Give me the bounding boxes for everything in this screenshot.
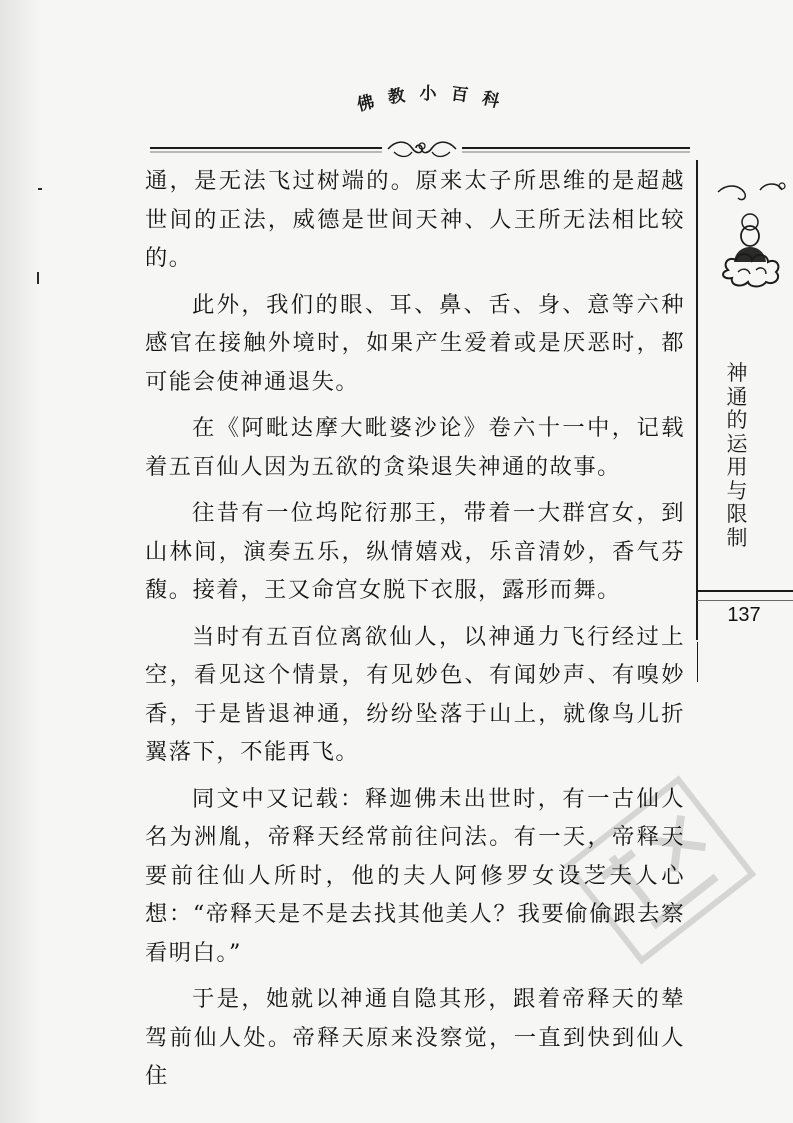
series-title	[355, 83, 516, 116]
paragraph: 通，是无法飞过树端的。原来太子所思维的是超越世间的正法，威德是世间天神、人王所无法相比较的。	[145, 168, 685, 271]
side-vertical-rule-lower	[697, 642, 698, 682]
paragraph: 此外，我们的眼、耳、鼻、舌、身、意等六种感官在接触外境时，如果产生爱着或是厌恶时，都可能会使神通退失。	[145, 291, 685, 395]
buddha-on-cloud-icon	[708, 170, 790, 310]
chapter-title: 神通的运用与限制	[726, 361, 748, 550]
page-number: 137	[727, 604, 761, 626]
side-vertical-rule	[696, 160, 698, 640]
side-horizontal-rule-thin	[697, 600, 793, 601]
side-horizontal-rule	[697, 590, 793, 592]
series-title-path: 佛教小百科	[354, 84, 516, 116]
paragraph: 同文中又记载：释迦佛未出世时，有一古仙人名为洲胤，帝释天经常前往问法。有一天，帝释天要前往仙人所时，他的夫人阿修罗女设芝夫人心想：“帝释天是不是去找其他美人？我要偷偷跟去察看明白。”	[145, 785, 685, 966]
library-seal-watermark-icon	[560, 770, 760, 970]
running-header	[150, 60, 690, 160]
paragraph: 当时有五百位离欲仙人，以神通力飞行经过上空，看见这个情景，有见妙色、有闻妙声、有嗅妙香，于是皆退神通，纷纷坠落于山上，就像鸟儿折翼落下，不能再飞。	[145, 623, 685, 765]
series-title-arc	[150, 60, 690, 140]
paragraph: 往昔有一位坞陀衍那王，带着一大群宫女，到山林间，演奏五乐，纵情嬉戏，乐音清妙，香气芬馥。接着，王又命宫女脱下衣服，露形而舞。	[145, 500, 685, 603]
lotus-scroll-ornament-icon	[150, 138, 690, 162]
paragraph: 于是，她就以神通自隐其形，跟着帝释天的辇驾前仙人处。帝释天原来没察觉，一直到快到仙人住	[145, 986, 685, 1089]
scan-speck	[37, 272, 39, 284]
page-gutter-shadow	[0, 0, 42, 1123]
paragraph: 在《阿毗达摩大毗婆沙论》卷六十一中，记载着五百仙人因为五欲的贪染退失神通的故事。	[145, 415, 685, 480]
scan-speck	[38, 188, 42, 190]
